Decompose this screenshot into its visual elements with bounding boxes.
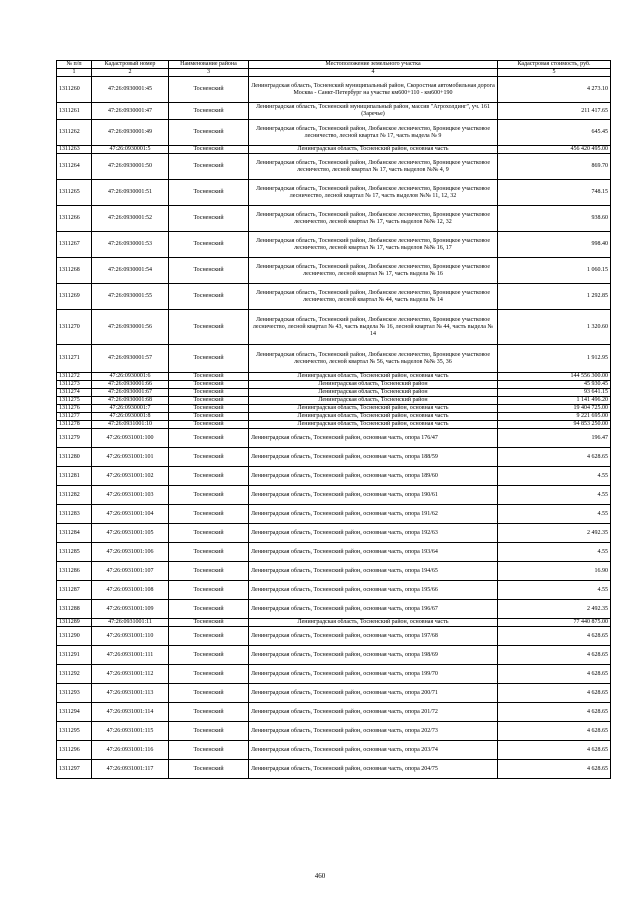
row-number: 1311264 xyxy=(57,154,92,180)
cadastral-number: 47:26:0931001:100 xyxy=(92,429,169,448)
row-number: 1311267 xyxy=(57,232,92,258)
location: Ленинградская область, Тосненский район, основная часть, опора 202/73 xyxy=(249,722,498,741)
cadastral-number: 47:26:0930001:54 xyxy=(92,258,169,284)
district-name: Тосненский xyxy=(169,381,249,389)
district-name: Тосненский xyxy=(169,180,249,206)
cadastral-value: 645.45 xyxy=(498,120,611,146)
cadastral-value: 19 404 725.00 xyxy=(498,405,611,413)
cadastral-number: 47:26:0931001:11 xyxy=(92,619,169,627)
district-name: Тосненский xyxy=(169,258,249,284)
cadastral-value: 4 628.65 xyxy=(498,646,611,665)
location: Ленинградская область, Тосненский район, основная часть, опора 188/59 xyxy=(249,448,498,467)
cadastral-value: 869.70 xyxy=(498,154,611,180)
district-name: Тосненский xyxy=(169,486,249,505)
location: Ленинградская область, Тосненский район, основная часть, опора 176/47 xyxy=(249,429,498,448)
location: Ленинградская область, Тосненский район, основная часть xyxy=(249,413,498,421)
location: Ленинградская область, Тосненский район, Любанское лесничество, Броницкое участковое лесничество, лесной квартал № 17, часть выделов №№ 4, 9 xyxy=(249,154,498,180)
row-number: 1311274 xyxy=(57,389,92,397)
cadastral-value: 45 930.45 xyxy=(498,381,611,389)
cadastral-value: 93 641.15 xyxy=(498,389,611,397)
table-row xyxy=(57,505,611,524)
location: Ленинградская область, Тосненский район, Любанское лесничество, Броницкое участковое лесничество, лесной квартал № 17, часть выделов №№ 11, 12, 32 xyxy=(249,180,498,206)
location: Ленинградская область, Тосненский район, основная часть xyxy=(249,405,498,413)
cadastral-number: 47:26:0930001:67 xyxy=(92,389,169,397)
table-row xyxy=(57,619,611,627)
row-number: 1311294 xyxy=(57,703,92,722)
row-number: 1311283 xyxy=(57,505,92,524)
table-row xyxy=(57,467,611,486)
cadastral-number: 47:26:0930001:57 xyxy=(92,345,169,373)
row-number: 1311276 xyxy=(57,405,92,413)
cadastral-value: 4 628.65 xyxy=(498,627,611,646)
header-location: Местоположение земельного участка xyxy=(249,61,498,69)
cadastral-value: 211 417.65 xyxy=(498,103,611,120)
location: Ленинградская область, Тосненский район, основная часть, опора 197/68 xyxy=(249,627,498,646)
cadastral-value: 748.15 xyxy=(498,180,611,206)
location: Ленинградская область, Тосненский район, основная часть, опора 192/63 xyxy=(249,524,498,543)
district-name: Тосненский xyxy=(169,154,249,180)
cadastral-number: 47:26:0930001:56 xyxy=(92,310,169,345)
table-row xyxy=(57,258,611,284)
table-row xyxy=(57,397,611,405)
row-number: 1311287 xyxy=(57,581,92,600)
location: Ленинградская область, Тосненский район, основная часть, опора 196/67 xyxy=(249,600,498,619)
district-name: Тосненский xyxy=(169,284,249,310)
cadastral-value: 4 628.65 xyxy=(498,684,611,703)
district-name: Тосненский xyxy=(169,345,249,373)
header-district: Наименование района xyxy=(169,61,249,69)
row-number: 1311290 xyxy=(57,627,92,646)
table-row xyxy=(57,146,611,154)
row-number: 1311265 xyxy=(57,180,92,206)
table-header-row xyxy=(57,61,611,69)
location: Ленинградская область, Тосненский район, основная часть xyxy=(249,373,498,381)
cadastral-value: 4 628.65 xyxy=(498,741,611,760)
table-row xyxy=(57,180,611,206)
row-number: 1311263 xyxy=(57,146,92,154)
cadastral-number: 47:26:0930001:66 xyxy=(92,381,169,389)
district-name: Тосненский xyxy=(169,120,249,146)
row-number: 1311285 xyxy=(57,543,92,562)
row-number: 1311277 xyxy=(57,413,92,421)
district-name: Тосненский xyxy=(169,543,249,562)
column-index: 5 xyxy=(498,69,611,77)
location: Ленинградская область, Тосненский муниципальный район, массив "Агрохолдинг", уч. 161 (Заречье) xyxy=(249,103,498,120)
cadastral-value: 938.60 xyxy=(498,206,611,232)
district-name: Тосненский xyxy=(169,684,249,703)
district-name: Тосненский xyxy=(169,646,249,665)
district-name: Тосненский xyxy=(169,741,249,760)
table-row xyxy=(57,600,611,619)
cadastral-number: 47:26:0931001:106 xyxy=(92,543,169,562)
cadastral-value: 77 440 875.00 xyxy=(498,619,611,627)
table-row xyxy=(57,684,611,703)
location: Ленинградская область, Тосненский район xyxy=(249,389,498,397)
row-number: 1311260 xyxy=(57,77,92,103)
cadastral-number: 47:26:0931001:111 xyxy=(92,646,169,665)
district-name: Тосненский xyxy=(169,760,249,779)
location: Ленинградская область, Тосненский район, Любанское лесничество, Броницкое участковое лесничество, лесной квартал № 17, часть выдела № 16 xyxy=(249,258,498,284)
table-row xyxy=(57,627,611,646)
table-body xyxy=(57,77,611,779)
table-row xyxy=(57,543,611,562)
cadastral-number: 47:26:0931001:108 xyxy=(92,581,169,600)
header-cadastral-number: Кадастровый номер xyxy=(92,61,169,69)
page-number: 460 xyxy=(314,872,326,880)
row-number: 1311262 xyxy=(57,120,92,146)
district-name: Тосненский xyxy=(169,389,249,397)
row-number: 1311291 xyxy=(57,646,92,665)
table-row xyxy=(57,524,611,543)
cadastral-number: 47:26:0931001:103 xyxy=(92,486,169,505)
district-name: Тосненский xyxy=(169,524,249,543)
district-name: Тосненский xyxy=(169,77,249,103)
row-number: 1311270 xyxy=(57,310,92,345)
district-name: Тосненский xyxy=(169,619,249,627)
location: Ленинградская область, Тосненский район, основная часть xyxy=(249,421,498,429)
location: Ленинградская область, Тосненский район, основная часть, опора 191/62 xyxy=(249,505,498,524)
table-row xyxy=(57,405,611,413)
cadastral-value: 16.90 xyxy=(498,562,611,581)
location: Ленинградская область, Тосненский район, основная часть xyxy=(249,619,498,627)
table-row xyxy=(57,373,611,381)
cadastral-number: 47:26:0930001:8 xyxy=(92,413,169,421)
location: Ленинградская область, Тосненский район, основная часть, опора 193/64 xyxy=(249,543,498,562)
district-name: Тосненский xyxy=(169,421,249,429)
row-number: 1311280 xyxy=(57,448,92,467)
district-name: Тосненский xyxy=(169,600,249,619)
location: Ленинградская область, Тосненский район, основная часть, опора 200/71 xyxy=(249,684,498,703)
row-number: 1311293 xyxy=(57,684,92,703)
row-number: 1311275 xyxy=(57,397,92,405)
district-name: Тосненский xyxy=(169,562,249,581)
cadastral-value: 4 628.65 xyxy=(498,722,611,741)
district-name: Тосненский xyxy=(169,206,249,232)
cadastral-value: 4 628.65 xyxy=(498,665,611,684)
table-row xyxy=(57,429,611,448)
table-row xyxy=(57,562,611,581)
district-name: Тосненский xyxy=(169,627,249,646)
cadastral-number: 47:26:0930001:6 xyxy=(92,373,169,381)
header-value: Кадастровая стоимость, руб. xyxy=(498,61,611,69)
table-row xyxy=(57,77,611,103)
table-row xyxy=(57,581,611,600)
cadastral-number: 47:26:0931001:101 xyxy=(92,448,169,467)
district-name: Тосненский xyxy=(169,722,249,741)
row-number: 1311284 xyxy=(57,524,92,543)
cadastral-value: 94 853 250.00 xyxy=(498,421,611,429)
row-number: 1311288 xyxy=(57,600,92,619)
row-number: 1311261 xyxy=(57,103,92,120)
district-name: Тосненский xyxy=(169,448,249,467)
table-row xyxy=(57,103,611,120)
cadastral-number: 47:26:0931001:109 xyxy=(92,600,169,619)
cadastral-number: 47:26:0931001:113 xyxy=(92,684,169,703)
row-number: 1311295 xyxy=(57,722,92,741)
table-row xyxy=(57,154,611,180)
header-number: № п/п xyxy=(57,61,92,69)
table-row xyxy=(57,448,611,467)
location: Ленинградская область, Тосненский район, основная часть, опора 199/70 xyxy=(249,665,498,684)
location: Ленинградская область, Тосненский район, основная часть xyxy=(249,146,498,154)
cadastral-value: 4.55 xyxy=(498,581,611,600)
district-name: Тосненский xyxy=(169,505,249,524)
cadastral-value: 4 628.65 xyxy=(498,448,611,467)
table-row xyxy=(57,741,611,760)
cadastral-number: 47:26:0930001:50 xyxy=(92,154,169,180)
cadastral-number: 47:26:0930001:51 xyxy=(92,180,169,206)
cadastral-value: 1 320.60 xyxy=(498,310,611,345)
cadastral-number: 47:26:0930001:45 xyxy=(92,77,169,103)
cadastral-number: 47:26:0931001:107 xyxy=(92,562,169,581)
district-name: Тосненский xyxy=(169,665,249,684)
cadastral-number: 47:26:0930001:52 xyxy=(92,206,169,232)
district-name: Тосненский xyxy=(169,405,249,413)
row-number: 1311281 xyxy=(57,467,92,486)
cadastral-value: 1 141 496.20 xyxy=(498,397,611,405)
row-number: 1311297 xyxy=(57,760,92,779)
row-number: 1311269 xyxy=(57,284,92,310)
location: Ленинградская область, Тосненский район, основная часть, опора 203/74 xyxy=(249,741,498,760)
cadastral-table xyxy=(56,60,611,779)
table-row xyxy=(57,665,611,684)
cadastral-number: 47:26:0931001:117 xyxy=(92,760,169,779)
cadastral-value: 4 628.65 xyxy=(498,760,611,779)
location: Ленинградская область, Тосненский район, основная часть, опора 189/60 xyxy=(249,467,498,486)
district-name: Тосненский xyxy=(169,310,249,345)
row-number: 1311296 xyxy=(57,741,92,760)
location: Ленинградская область, Тосненский район, Любанское лесничество, Броницкое участковое лесничество, лесной квартал № 56, часть выделов №№ 35, 36 xyxy=(249,345,498,373)
table-row xyxy=(57,310,611,345)
row-number: 1311289 xyxy=(57,619,92,627)
cadastral-number: 47:26:0931001:102 xyxy=(92,467,169,486)
cadastral-value: 1 292.85 xyxy=(498,284,611,310)
row-number: 1311286 xyxy=(57,562,92,581)
district-name: Тосненский xyxy=(169,232,249,258)
district-name: Тосненский xyxy=(169,413,249,421)
cadastral-value: 4.55 xyxy=(498,543,611,562)
cadastral-value: 2 492.35 xyxy=(498,600,611,619)
table-row xyxy=(57,381,611,389)
location: Ленинградская область, Тосненский район, основная часть, опора 201/72 xyxy=(249,703,498,722)
cadastral-value: 9 221 695.00 xyxy=(498,413,611,421)
cadastral-value: 196.47 xyxy=(498,429,611,448)
row-number: 1311266 xyxy=(57,206,92,232)
column-index: 3 xyxy=(169,69,249,77)
cadastral-number: 47:26:0931001:112 xyxy=(92,665,169,684)
table-row xyxy=(57,760,611,779)
cadastral-value: 4.55 xyxy=(498,505,611,524)
location: Ленинградская область, Тосненский район xyxy=(249,381,498,389)
cadastral-value: 2 492.35 xyxy=(498,524,611,543)
district-name: Тосненский xyxy=(169,429,249,448)
cadastral-number: 47:26:0931001:110 xyxy=(92,627,169,646)
district-name: Тосненский xyxy=(169,703,249,722)
district-name: Тосненский xyxy=(169,467,249,486)
district-name: Тосненский xyxy=(169,397,249,405)
location: Ленинградская область, Тосненский район, основная часть, опора 198/69 xyxy=(249,646,498,665)
location: Ленинградская область, Тосненский район, основная часть, опора 190/61 xyxy=(249,486,498,505)
table-row xyxy=(57,345,611,373)
cadastral-value: 4 628.65 xyxy=(498,703,611,722)
cadastral-value: 4 273.10 xyxy=(498,77,611,103)
cadastral-number: 47:26:0931001:105 xyxy=(92,524,169,543)
cadastral-number: 47:26:0931001:115 xyxy=(92,722,169,741)
location: Ленинградская область, Тосненский район, основная часть, опора 204/75 xyxy=(249,760,498,779)
table-row xyxy=(57,389,611,397)
table-row xyxy=(57,284,611,310)
row-number: 1311278 xyxy=(57,421,92,429)
cadastral-number: 47:26:0930001:68 xyxy=(92,397,169,405)
table-row xyxy=(57,413,611,421)
table-row xyxy=(57,486,611,505)
table-row xyxy=(57,232,611,258)
row-number: 1311271 xyxy=(57,345,92,373)
district-name: Тосненский xyxy=(169,581,249,600)
row-number: 1311273 xyxy=(57,381,92,389)
row-number: 1311279 xyxy=(57,429,92,448)
cadastral-number: 47:26:0930001:55 xyxy=(92,284,169,310)
table-row xyxy=(57,421,611,429)
column-index: 4 xyxy=(249,69,498,77)
column-index: 1 xyxy=(57,69,92,77)
table-row xyxy=(57,206,611,232)
district-name: Тосненский xyxy=(169,373,249,381)
cadastral-number: 47:26:0931001:114 xyxy=(92,703,169,722)
district-name: Тосненский xyxy=(169,103,249,120)
cadastral-number: 47:26:0930001:49 xyxy=(92,120,169,146)
column-index: 2 xyxy=(92,69,169,77)
cadastral-number: 47:26:0930001:47 xyxy=(92,103,169,120)
location: Ленинградская область, Тосненский муниципальный район, Скоростная автомобильная дорога Москва - Санкт-Петербург на участке км600+110 - км600+190 xyxy=(249,77,498,103)
location: Ленинградская область, Тосненский район, Любанское лесничество, Броницкое участковое лесничество, лесной квартал № 17, часть выдела № 9 xyxy=(249,120,498,146)
table-row xyxy=(57,120,611,146)
table-row xyxy=(57,722,611,741)
location: Ленинградская область, Тосненский район, Любанское лесничество, Броницкое участковое лесничество, лесной квартал № 17, часть выделов №№ 16, 17 xyxy=(249,232,498,258)
cadastral-number: 47:26:0930001:5 xyxy=(92,146,169,154)
cadastral-value: 1 060.15 xyxy=(498,258,611,284)
cadastral-number: 47:26:0930001:53 xyxy=(92,232,169,258)
cadastral-number: 47:26:0931001:104 xyxy=(92,505,169,524)
table-row xyxy=(57,703,611,722)
location: Ленинградская область, Тосненский район, Любанское лесничество, Броницкое участковое лесничество, лесной квартал № 44, часть выдела № 14 xyxy=(249,284,498,310)
location: Ленинградская область, Тосненский район, основная часть, опора 195/66 xyxy=(249,581,498,600)
cadastral-number: 47:26:0931001:10 xyxy=(92,421,169,429)
cadastral-value: 144 556 300.00 xyxy=(498,373,611,381)
column-index-row xyxy=(57,69,611,77)
cadastral-value: 456 420 495.00 xyxy=(498,146,611,154)
cadastral-value: 998.40 xyxy=(498,232,611,258)
location: Ленинградская область, Тосненский район, Любанское лесничество, Броницкое участковое лесничество, лесной квартал № 43, часть выдела № 16, лесной квартал № 44, часть выдела № 14 xyxy=(249,310,498,345)
row-number: 1311282 xyxy=(57,486,92,505)
cadastral-number: 47:26:0930001:7 xyxy=(92,405,169,413)
row-number: 1311272 xyxy=(57,373,92,381)
cadastral-value: 4.55 xyxy=(498,486,611,505)
location: Ленинградская область, Тосненский район, основная часть, опора 194/65 xyxy=(249,562,498,581)
cadastral-number: 47:26:0931001:116 xyxy=(92,741,169,760)
row-number: 1311292 xyxy=(57,665,92,684)
row-number: 1311268 xyxy=(57,258,92,284)
location: Ленинградская область, Тосненский район, Любанское лесничество, Броницкое участковое лесничество, лесной квартал № 17, часть выделов №№ 12, 32 xyxy=(249,206,498,232)
cadastral-value: 4.55 xyxy=(498,467,611,486)
location: Ленинградская область, Тосненский район xyxy=(249,397,498,405)
cadastral-value: 1 912.95 xyxy=(498,345,611,373)
table-row xyxy=(57,646,611,665)
district-name: Тосненский xyxy=(169,146,249,154)
